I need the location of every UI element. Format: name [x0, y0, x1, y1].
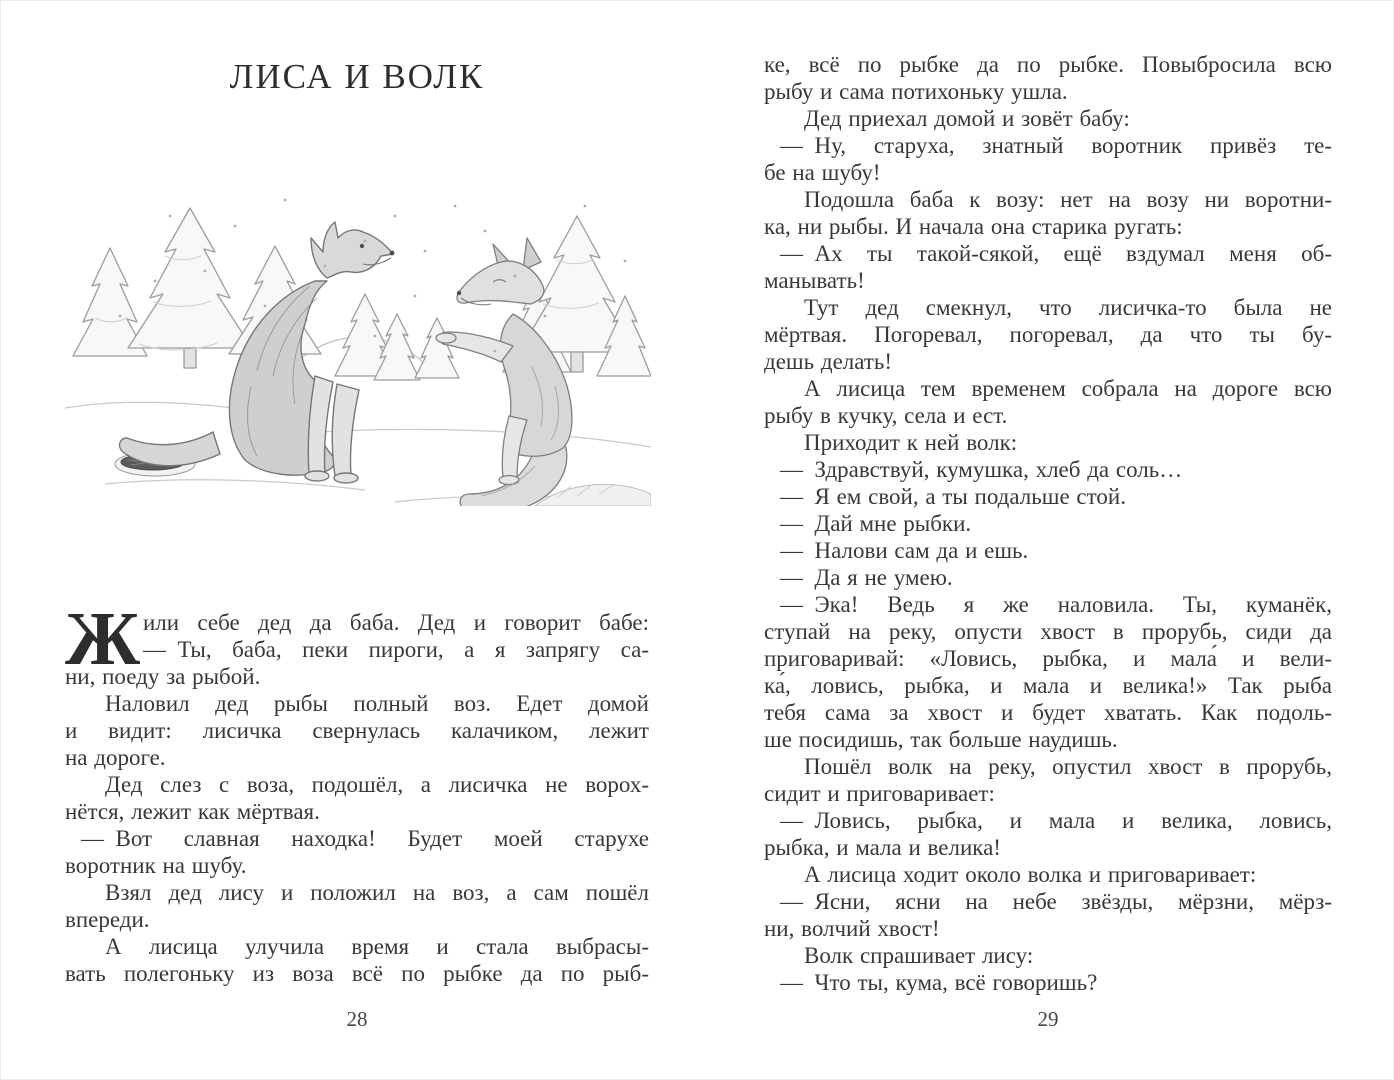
text-line: — Ну, старуха, знатный воротник привёз те- [780, 133, 1332, 158]
text-line: Приходит к ней волк: [804, 430, 1018, 455]
text-line: Тут дед смекнул, что лисичка-то была не [804, 295, 1332, 320]
text-line: рыбу в кучку, села и ест. [764, 403, 1008, 428]
text-line: на дороге. [65, 745, 166, 770]
text-line: — Дай мне рыбки. [780, 511, 972, 536]
text-line: — Ловись, рыбка, и мала и велика, ловись, [780, 808, 1332, 833]
text-line: вать полегоньку из воза всё по рыбке да по рыб- [65, 961, 649, 986]
text-line: А лисица тем временем собрала на дороге всю [804, 376, 1332, 401]
text-line: — Что ты, кума, всё говоришь? [780, 970, 1098, 995]
text-line: — Налови сам да и ешь. [780, 538, 1029, 563]
text-line: Дед слез с воза, подошёл, а лисичка не ворох- [105, 772, 649, 797]
text-line: — Да я не умею. [780, 565, 953, 590]
page-number-left: 28 [346, 1007, 368, 1031]
text-line: приговаривай: «Ловись, рыбка, и мала́ и вели- [764, 646, 1332, 671]
text-line: А лисица ходит около волка и приговаривает: [804, 862, 1257, 887]
text-line: — Ах ты такой-сякой, ещё вздумал меня об- [780, 241, 1332, 266]
text-line: ке, всё по рыбке да по рыбке. Повыбросила всю [764, 52, 1332, 77]
text-line: ступай на реку, опусти хвост в прорубь, сиди да [764, 619, 1332, 644]
story-title: ЛИСА И ВОЛК [229, 57, 485, 96]
drop-cap: Ж [65, 597, 141, 681]
text-line: — Ясни, ясни на небе звёзды, мёрзни, мёрз- [780, 889, 1332, 914]
text-line: впереди. [65, 907, 150, 932]
text-line: — Вот славная находка! Будет моей старухе [81, 826, 649, 851]
text-line: Подошла баба к возу: нет на возу ни воротни- [804, 187, 1332, 212]
text-line: дешь делать! [764, 349, 893, 374]
text-line: ка, ни рыбы. И начала она старика ругать: [764, 214, 1183, 239]
text-line: ни, поеду за рыбой. [65, 664, 261, 689]
text-line: — Здравствуй, кумушка, хлеб да соль… [780, 457, 1183, 482]
left-page-text [65, 597, 649, 987]
text-line: и видит: лисичка свернулась калачиком, лежит [65, 718, 649, 743]
text-line: ше посидишь, так больше наудишь. [764, 727, 1118, 752]
right-page-text [764, 51, 1332, 996]
illustration-wolf-and-fox [65, 186, 651, 506]
text-line: Взял дед лису и положил на воз, а сам пошёл [105, 880, 649, 905]
text-line: ни, волчий хвост! [764, 916, 940, 941]
text-line: тебя сама за хвост и будет хватать. Как подоль- [764, 700, 1332, 725]
text-line: Пошёл волк на реку, опустил хвост в прорубь, [804, 754, 1332, 779]
text-line: — Эка! Ведь я же наловила. Ты, куманёк, [780, 592, 1332, 617]
text-line: нётся, лежит как мёртвая. [65, 799, 320, 824]
page-number-right: 29 [1037, 1007, 1059, 1031]
text-line: ка́, ловись, рыбка, и мала и велика!» Так рыба [764, 673, 1332, 698]
text-line: Волк спрашивает лису: [804, 943, 1034, 968]
text-line: Наловил дед рыбы полный воз. Едет домой [105, 691, 649, 716]
text-line: манывать! [764, 268, 865, 293]
text-line: рыбка, и мала и велика! [764, 835, 1001, 860]
text-line: воротник на шубу. [65, 853, 247, 878]
text-line: сидит и приговаривает: [764, 781, 995, 806]
text-line: — Ты, баба, пеки пироги, а я запрягу са- [143, 637, 649, 662]
text-line: А лисица улучила время и стала выбрасы- [105, 934, 649, 959]
text-line: Дед приехал домой и зовёт бабу: [804, 106, 1130, 131]
text-line: рыбу и сама потихоньку ушла. [764, 79, 1068, 104]
text-line: бе на шубу! [764, 160, 881, 185]
text-line: или себе дед да баба. Дед и говорит бабе: [143, 610, 649, 635]
text-line: — Я ем свой, а ты подальше стой. [780, 484, 1126, 509]
text-line: мёртвая. Погоревал, погоревал, да что ты бу- [764, 322, 1332, 347]
